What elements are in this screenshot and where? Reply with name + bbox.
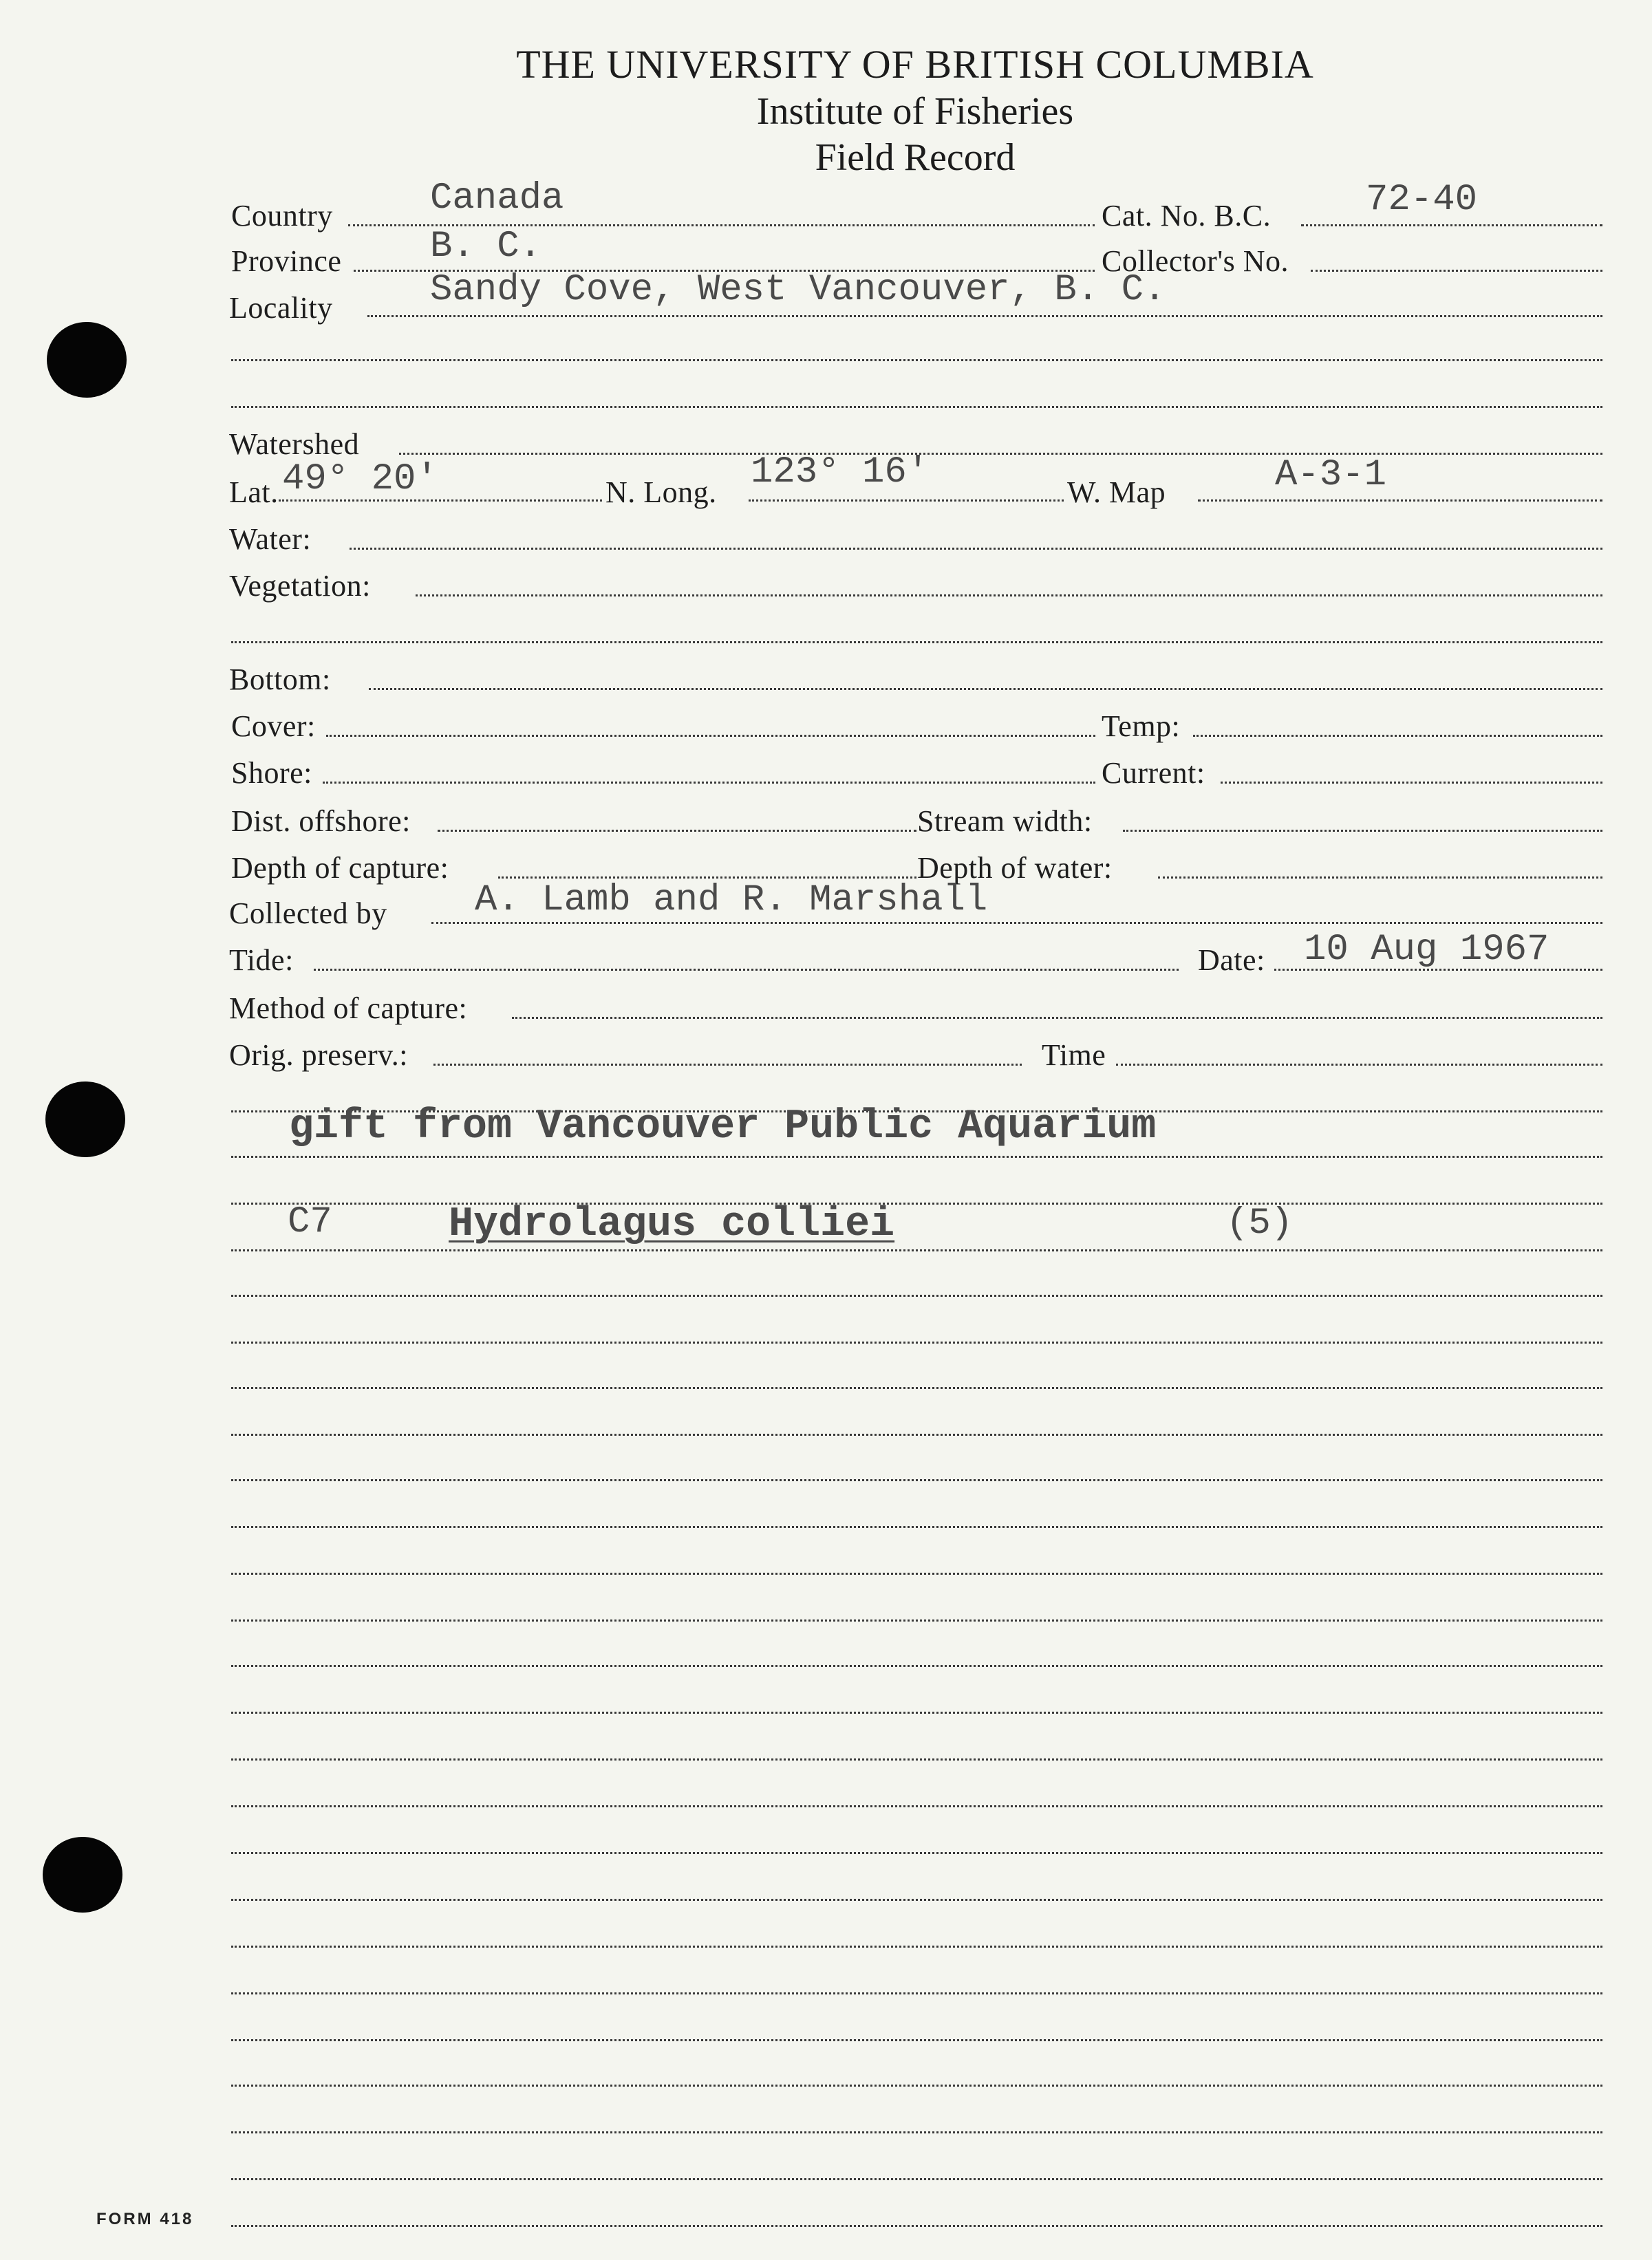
time-label: Time xyxy=(1042,1038,1106,1072)
blank-line xyxy=(231,1758,1602,1761)
collected-by-line xyxy=(431,922,1602,924)
blank-line xyxy=(231,2225,1602,2227)
university-title: THE UNIVERSITY OF BRITISH COLUMBIA xyxy=(516,42,1314,87)
collected-by-value: A. Lamb and R. Marshall xyxy=(475,879,988,921)
bottom-label: Bottom: xyxy=(229,663,331,696)
province-value: B. C. xyxy=(430,226,542,268)
blank-line xyxy=(231,2085,1602,2087)
blank-line xyxy=(231,1946,1602,1948)
stream-width-line xyxy=(1123,830,1602,832)
blank-line xyxy=(231,359,1602,361)
blank-line xyxy=(231,1852,1602,1854)
orig-preserv-line xyxy=(433,1064,1022,1066)
tide-line xyxy=(314,969,1179,971)
long-line xyxy=(749,499,1064,502)
dist-offshore-label: Dist. offshore: xyxy=(231,804,411,838)
specimen-count: (5) xyxy=(1226,1203,1294,1245)
bottom-line xyxy=(369,688,1602,690)
country-value: Canada xyxy=(430,177,564,219)
country-label: Country xyxy=(231,199,333,233)
specimen-line xyxy=(231,1249,1602,1251)
temp-label: Temp: xyxy=(1102,709,1181,743)
cover-label: Cover: xyxy=(231,709,316,743)
blank-line xyxy=(231,1992,1602,1994)
depth-of-capture-label: Depth of capture: xyxy=(231,851,449,885)
blank-line xyxy=(231,1387,1602,1389)
blank-line xyxy=(231,2178,1602,2180)
blank-line xyxy=(231,1526,1602,1528)
cover-line xyxy=(326,735,1095,737)
blank-line xyxy=(231,1434,1602,1436)
collectors-no-label: Collector's No. xyxy=(1102,244,1289,278)
form-number: FORM 418 xyxy=(96,2210,194,2228)
shore-line xyxy=(323,782,1095,784)
cat-no-label: Cat. No. B.C. xyxy=(1102,199,1272,233)
w-map-label: W. Map xyxy=(1067,475,1166,509)
note-line xyxy=(231,1156,1602,1158)
record-type-title: Field Record xyxy=(815,136,1016,179)
blank-line xyxy=(231,1665,1602,1667)
institute-title: Institute of Fisheries xyxy=(756,90,1074,133)
cat-no-value: 72-40 xyxy=(1366,179,1478,221)
blank-line xyxy=(231,1805,1602,1807)
map-value: A-3-1 xyxy=(1275,454,1387,496)
depth-of-water-line xyxy=(1158,876,1602,879)
blank-line xyxy=(231,2131,1602,2133)
orig-preserv-label: Orig. preserv.: xyxy=(229,1038,409,1072)
dist-offshore-line xyxy=(438,830,916,832)
date-label: Date: xyxy=(1198,943,1265,977)
locality-line xyxy=(367,315,1602,317)
tide-label: Tide: xyxy=(229,943,294,977)
depth-of-water-label: Depth of water: xyxy=(917,851,1113,885)
punch-hole-middle xyxy=(45,1081,125,1157)
current-line xyxy=(1221,782,1602,784)
method-of-capture-label: Method of capture: xyxy=(229,991,468,1025)
depth-of-capture-line xyxy=(498,876,916,879)
province-label: Province xyxy=(231,244,342,278)
blank-line xyxy=(231,1203,1602,1205)
blank-line xyxy=(231,2039,1602,2041)
vegetation-line xyxy=(416,594,1602,596)
stream-width-label: Stream width: xyxy=(917,804,1093,838)
current-label: Current: xyxy=(1102,756,1205,790)
specimen-code: C7 xyxy=(288,1201,332,1243)
long-value: 123° 16' xyxy=(751,451,930,493)
map-line xyxy=(1198,499,1602,502)
n-long-label: N. Long. xyxy=(605,475,717,509)
lat-label: Lat. xyxy=(229,475,279,509)
water-label: Water: xyxy=(229,522,312,556)
blank-line xyxy=(231,1295,1602,1297)
punch-hole-bottom xyxy=(43,1837,122,1913)
species-name: Hydrolagus colliei xyxy=(449,1201,895,1248)
water-line xyxy=(350,548,1602,550)
blank-line xyxy=(231,406,1602,408)
blank-line xyxy=(231,1712,1602,1714)
vegetation-label: Vegetation: xyxy=(229,569,371,603)
collected-by-label: Collected by xyxy=(229,896,387,930)
blank-line xyxy=(231,1619,1602,1622)
method-of-capture-line xyxy=(512,1017,1602,1019)
note-value: gift from Vancouver Public Aquarium xyxy=(289,1104,1157,1150)
locality-label: Locality xyxy=(229,291,333,325)
lat-value: 49° 20' xyxy=(282,458,438,500)
punch-hole-top xyxy=(47,322,127,398)
cat-no-line xyxy=(1301,224,1602,226)
date-value: 10 Aug 1967 xyxy=(1304,929,1549,971)
locality-value: Sandy Cove, West Vancouver, B. C. xyxy=(430,269,1166,311)
blank-line xyxy=(231,1479,1602,1481)
shore-label: Shore: xyxy=(231,756,312,790)
temp-line xyxy=(1193,735,1602,737)
blank-line xyxy=(231,1899,1602,1901)
collectors-no-line xyxy=(1311,270,1602,272)
watershed-label: Watershed xyxy=(229,427,360,461)
blank-line xyxy=(231,1342,1602,1344)
blank-line xyxy=(231,641,1602,643)
watershed-line xyxy=(399,453,1602,455)
blank-line xyxy=(231,1573,1602,1575)
time-line xyxy=(1116,1064,1602,1066)
